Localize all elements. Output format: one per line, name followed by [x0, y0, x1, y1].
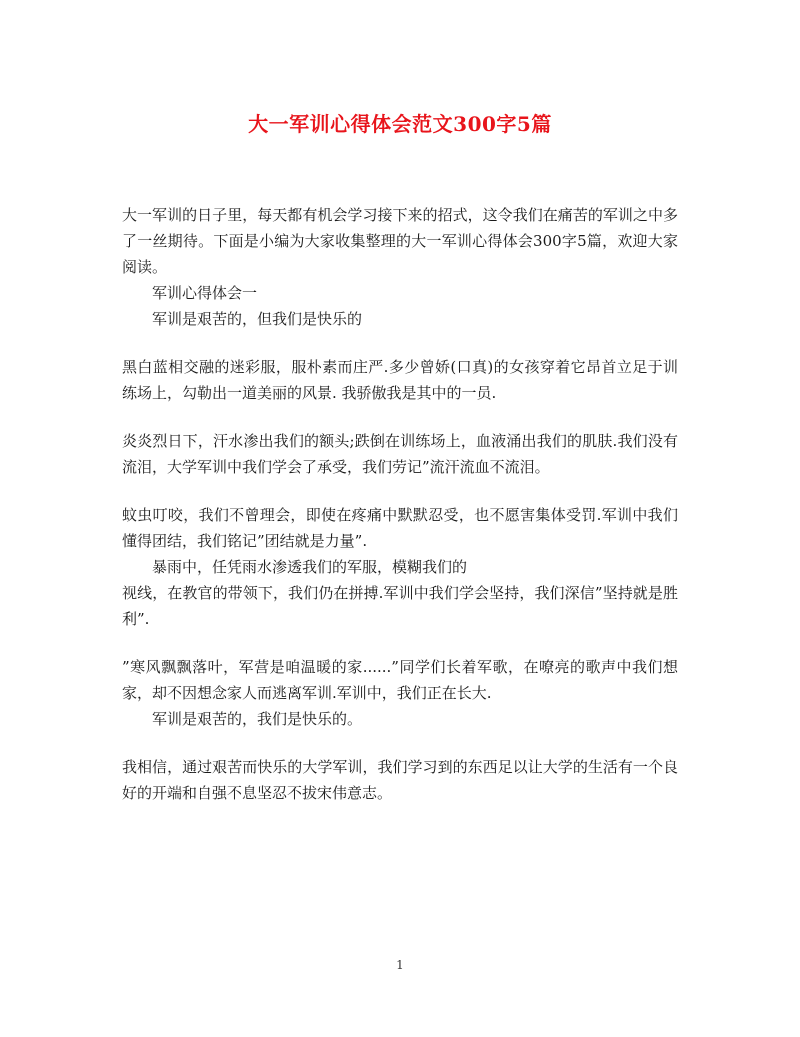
body-paragraph: 暴雨中，任凭雨水渗透我们的军服，模糊我们的 — [152, 558, 468, 576]
paragraph-gap — [122, 332, 678, 354]
paragraph-gap — [122, 632, 678, 654]
closing-paragraph: 我相信，通过艰苦而快乐的大学军训，我们学习到的东西足以让大学的生活有一个良好的开端和自强不息坚忍不拔宋伟意志。 — [122, 758, 678, 802]
document-body — [122, 202, 678, 806]
section-subheading: 军训是艰苦的，但我们是快乐的 — [152, 310, 363, 328]
body-paragraph: 黑白蓝相交融的迷彩服，服朴素而庄严.多少曾娇(口真)的女孩穿着它昂首立足于训练场上，勾勒出一道美丽的风景. 我骄傲我是其中的一员. — [122, 358, 678, 402]
document-title: 大一军训心得体会范文300字5篇 — [248, 112, 552, 136]
body-paragraph: 蚊虫叮咬，我们不曾理会，即使在疼痛中默默忍受，也不愿害集体受罚.军训中我们懂得团结，我们铭记”团结就是力量”. — [122, 506, 678, 550]
intro-paragraph: 大一军训的日子里，每天都有机会学习接下来的招式，这令我们在痛苦的军训之中多了一丝期待。下面是小编为大家收集整理的大一军训心得体会300字5篇，欢迎大家阅读。 — [122, 206, 678, 276]
body-paragraph: 视线，在教官的带领下，我们仍在拼搏.军训中我们学会坚持，我们深信”坚持就是胜利”. — [122, 584, 678, 628]
paragraph-gap — [122, 480, 678, 502]
page-number: 1 — [396, 958, 404, 972]
paragraph-gap — [122, 732, 678, 754]
body-paragraph: 军训是艰苦的，我们是快乐的。 — [152, 710, 363, 728]
body-paragraph: 炎炎烈日下，汗水渗出我们的额头;跌倒在训练场上，血液涌出我们的肌肤.我们没有流泪，大学军训中我们学会了承受，我们劳记”流汗流血不流泪。 — [122, 432, 678, 476]
paragraph-gap — [122, 406, 678, 428]
body-paragraph: ”寒风飘飘落叶，军营是咱温暖的家......”同学们长着军歌，在嘹亮的歌声中我们想家，却不因想念家人而逃离军训.军训中，我们正在长大. — [122, 658, 678, 702]
section-heading: 军训心得体会一 — [152, 284, 258, 302]
